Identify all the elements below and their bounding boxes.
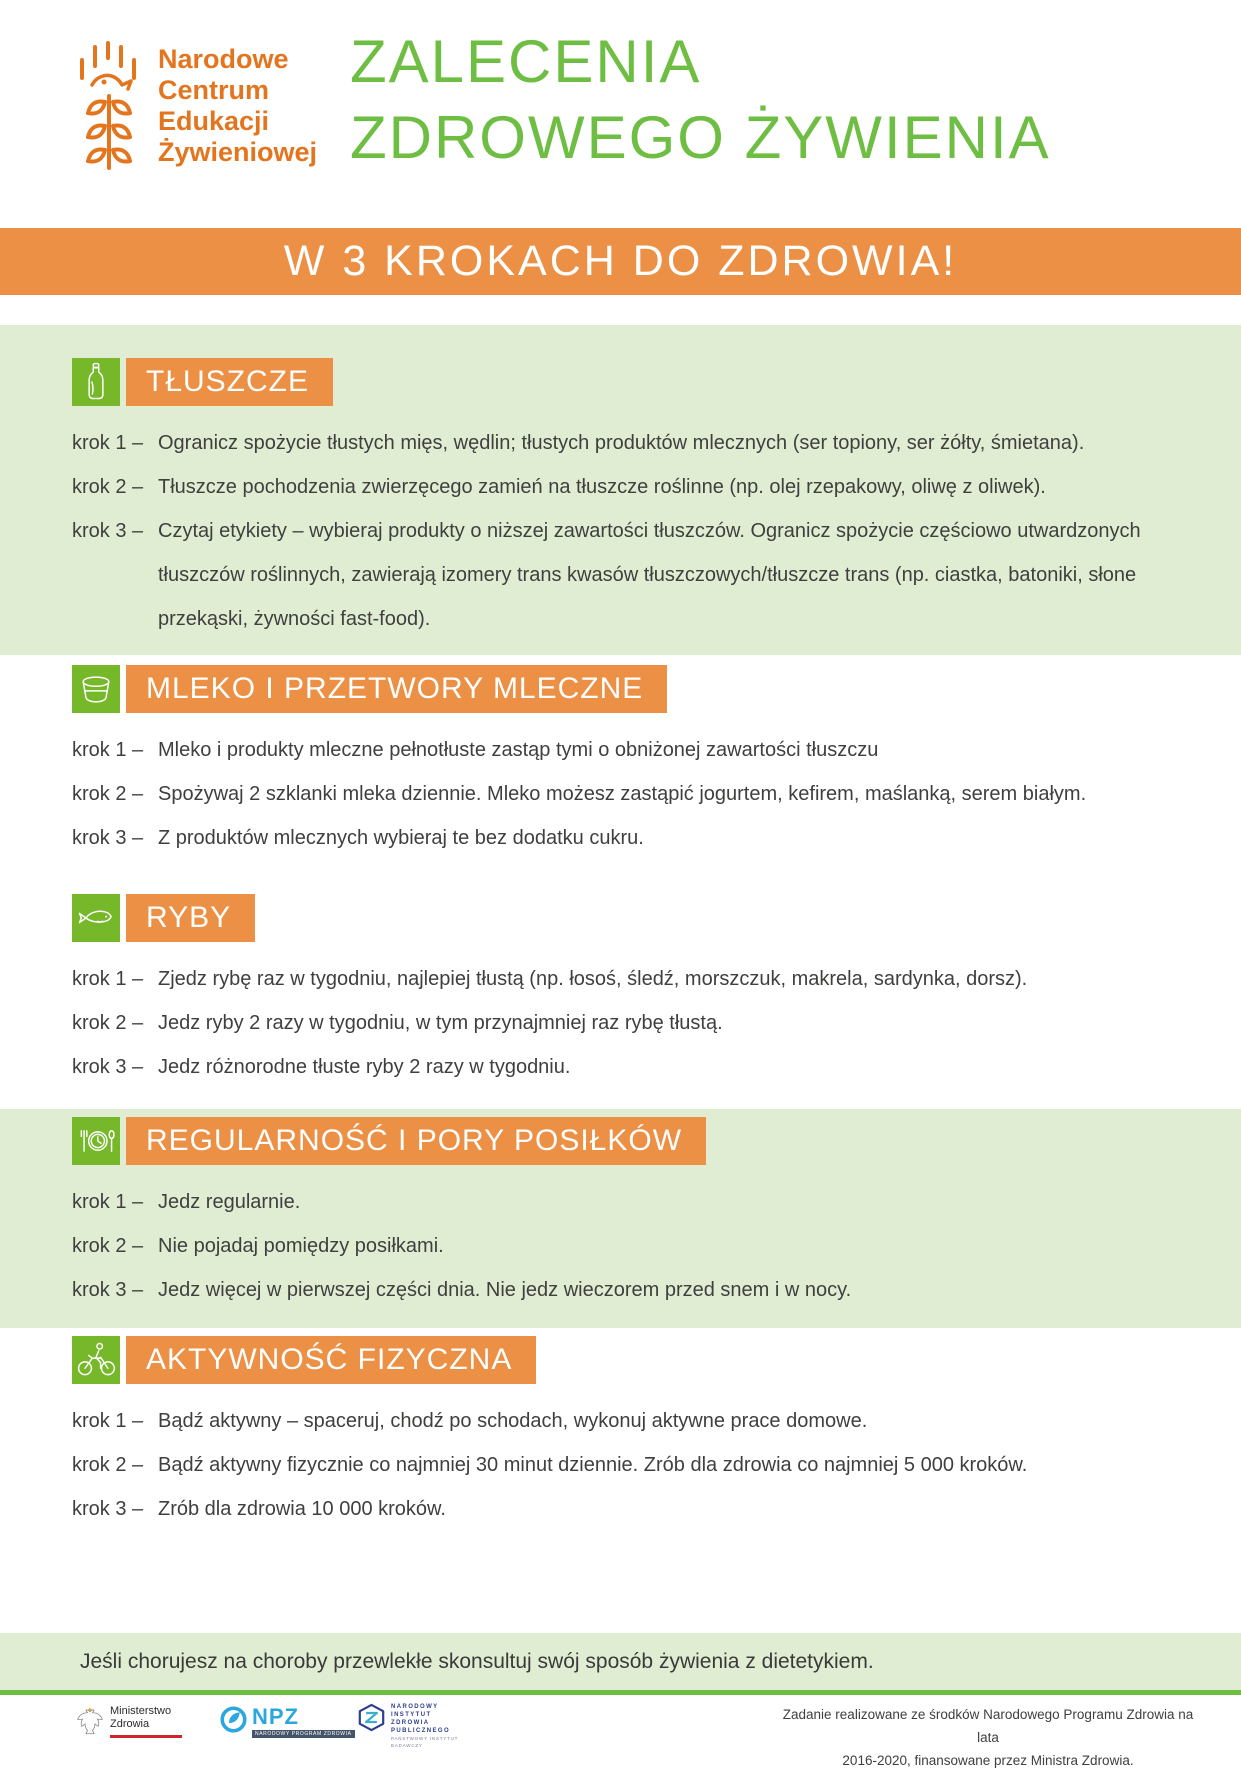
nizp-name-line: ZDROWIA xyxy=(391,1720,430,1726)
section-steps xyxy=(72,421,1169,641)
step-label: krok 1 – xyxy=(72,432,144,454)
section-title: AKTYWNOŚĆ FIZYCZNA xyxy=(146,1343,513,1376)
ministry-of-health-logo xyxy=(76,1705,182,1742)
step-text: Mleko i produkty mleczne pełnotłuste zastąp tymi o obniżonej zawartości tłuszczu xyxy=(158,739,879,761)
section-steps xyxy=(72,1180,1169,1312)
step-row xyxy=(72,1268,1169,1312)
section-title-bar xyxy=(126,1336,536,1384)
step-text: Jedz różnorodne tłuste ryby 2 razy w tygodniu. xyxy=(158,1056,571,1078)
step-text: Bądź aktywny – spaceruj, chodź po schodach, wykonuj aktywne prace domowe. xyxy=(158,1410,868,1432)
nizp-name xyxy=(391,1703,458,1749)
step-label: krok 2 – xyxy=(72,476,144,498)
nizp-sub-line: BADAWCZY xyxy=(391,1743,423,1748)
subtitle-banner-text: W 3 KROKACH DO ZDROWIA! xyxy=(283,237,958,285)
step-row xyxy=(72,1487,1169,1531)
page-title-line2: ZDROWEGO ŻYWIENIA xyxy=(350,104,1051,171)
section-title: RYBY xyxy=(146,901,232,934)
step-row xyxy=(72,957,1169,1001)
section-title-bar xyxy=(126,665,667,713)
section-title: MLEKO I PRZETWORY MLECZNE xyxy=(146,672,644,705)
oil-bottle-icon xyxy=(72,358,120,406)
section-tluszcze xyxy=(0,325,1241,655)
section-aktywnosc xyxy=(0,1328,1241,1549)
page-title-line1: ZALECENIA xyxy=(350,28,702,95)
step-label: krok 1 – xyxy=(72,1191,144,1213)
nizp-name-line: INSTYTUT xyxy=(391,1712,432,1718)
section-title: TŁUSZCZE xyxy=(146,365,310,398)
step-label: krok 1 – xyxy=(72,968,144,990)
chronic-disease-notice-text: Jeśli chorujesz na choroby przewlekłe skonsultuj swój sposób żywienia z dietetykiem. xyxy=(80,1649,874,1673)
step-row xyxy=(72,1224,1169,1268)
section-steps xyxy=(72,957,1169,1089)
step-row xyxy=(72,1443,1169,1487)
step-row xyxy=(72,1045,1169,1089)
section-header xyxy=(72,1336,1169,1384)
npz-caption: NARODOWY PROGRAM ZDROWIA xyxy=(252,1730,355,1738)
funding-note-line1: Zadanie realizowane ze środków Narodowego Programu Zdrowia na lata xyxy=(782,1707,1194,1745)
step-label: krok 3 – xyxy=(72,520,144,542)
org-name-line: Edukacji xyxy=(158,106,270,136)
step-row xyxy=(72,1001,1169,1045)
step-label: krok 1 – xyxy=(72,739,144,761)
ministry-red-underline xyxy=(110,1735,182,1738)
nizp-pzh-logo xyxy=(358,1703,458,1749)
ministry-name-line2: Zdrowia xyxy=(110,1718,150,1730)
section-title-bar xyxy=(126,358,333,406)
step-text: Bądź aktywny fizycznie co najmniej 30 minut dziennie. Zrób dla zdrowia co najmniej 5 000 kroków. xyxy=(158,1454,1028,1476)
org-name-line: Żywieniowej xyxy=(158,137,318,167)
step-label: krok 2 – xyxy=(72,1012,144,1034)
section-header xyxy=(72,1117,1169,1165)
step-row xyxy=(72,772,1169,816)
step-label: krok 3 – xyxy=(72,1056,144,1078)
fish-icon xyxy=(72,894,120,942)
step-label: krok 2 – xyxy=(72,1235,144,1257)
step-label: krok 3 – xyxy=(72,1279,144,1301)
pzh-diamond-icon xyxy=(358,1703,385,1737)
page-title xyxy=(350,24,1051,176)
section-title-bar xyxy=(126,894,255,942)
step-row xyxy=(72,1399,1169,1443)
section-header xyxy=(72,358,1169,406)
nizp-name-line: NARODOWY xyxy=(391,1704,439,1710)
ministry-name-line1: Ministerstwo xyxy=(110,1705,172,1717)
step-row xyxy=(72,728,1169,772)
step-label: krok 2 – xyxy=(72,1454,144,1476)
subtitle-banner xyxy=(0,228,1241,295)
step-text: Spożywaj 2 szklanki mleka dziennie. Mleko możesz zastąpić jogurtem, kefirem, maślanką, serem białym. xyxy=(158,783,1087,805)
section-title: REGULARNOŚĆ I PORY POSIŁKÓW xyxy=(146,1124,683,1157)
step-text: Jedz regularnie. xyxy=(158,1191,301,1213)
section-regularnosc xyxy=(0,1109,1241,1328)
step-row xyxy=(72,465,1169,509)
org-name-line: Narodowe xyxy=(158,44,289,74)
step-label: krok 1 – xyxy=(72,1410,144,1432)
ncez-wheat-fish-logo xyxy=(74,40,144,172)
step-text: Zrób dla zdrowia 10 000 kroków. xyxy=(158,1498,446,1520)
org-name-line: Centrum xyxy=(158,75,270,105)
step-text: Ogranicz spożycie tłustych mięs, wędlin; tłustych produktów mlecznych (ser topiony, ser żółty, śmietana). xyxy=(158,432,1085,454)
nizp-name-line: PUBLICZNEGO xyxy=(391,1728,451,1734)
npz-abbr: NPZ xyxy=(252,1704,299,1729)
step-text: Jedz więcej w pierwszej części dnia. Nie jedz wieczorem przed snem i w nocy. xyxy=(158,1279,852,1301)
section-header xyxy=(72,665,1169,713)
step-row xyxy=(72,421,1169,465)
org-name xyxy=(158,44,317,168)
step-text: Czytaj etykiety – wybieraj produkty o niższej zawartości tłuszczów. Ogranicz spożycie częściowo utwardzonych tłuszczów roślinnych, zawierają izomery trans kwasów tłuszczowych/tłuszcze trans (np. ciastka, batoniki, słone przekąski, żywności fast-food). xyxy=(158,520,1141,630)
step-text: Z produktów mlecznych wybieraj te bez dodatku cukru. xyxy=(158,827,644,849)
meal-time-plate-clock-icon xyxy=(72,1117,120,1165)
cyclist-icon xyxy=(72,1336,120,1384)
sections-list xyxy=(0,325,1241,1549)
funding-note xyxy=(773,1703,1203,1772)
step-text: Zjedz rybę raz w tygodniu, najlepiej tłustą (np. łosoś, śledź, morszczuk, makrela, sardynka, dorsz). xyxy=(158,968,1028,990)
section-steps xyxy=(72,728,1169,860)
step-text: Nie pojadaj pomiędzy posiłkami. xyxy=(158,1235,444,1257)
step-row xyxy=(72,509,1169,641)
step-text: Tłuszcze pochodzenia zwierzęcego zamień na tłuszcze roślinne (np. olej rzepakowy, oliwę z oliwek). xyxy=(158,476,1046,498)
step-label: krok 3 – xyxy=(72,1498,144,1520)
section-steps xyxy=(72,1399,1169,1531)
section-mleko xyxy=(0,655,1241,880)
step-label: krok 3 – xyxy=(72,827,144,849)
step-text: Jedz ryby 2 razy w tygodniu, w tym przynajmniej raz rybę tłustą. xyxy=(158,1012,723,1034)
polish-eagle-emblem xyxy=(76,1705,104,1742)
npz-leaf-circle-icon xyxy=(220,1706,247,1738)
step-label: krok 2 – xyxy=(72,783,144,805)
nizp-sub-line: PAŃSTWOWY INSTYTUT xyxy=(391,1736,459,1741)
step-row xyxy=(72,1180,1169,1224)
funding-note-line2: 2016-2020, finansowane przez Ministra Zdrowia. xyxy=(842,1753,1134,1768)
npz-logo xyxy=(220,1706,355,1738)
step-row xyxy=(72,816,1169,860)
chronic-disease-notice xyxy=(0,1633,1241,1690)
yogurt-cup-icon xyxy=(72,665,120,713)
ministry-name xyxy=(110,1705,182,1738)
section-header xyxy=(72,894,1169,942)
section-title-bar xyxy=(126,1117,706,1165)
section-ryby xyxy=(0,880,1241,1109)
